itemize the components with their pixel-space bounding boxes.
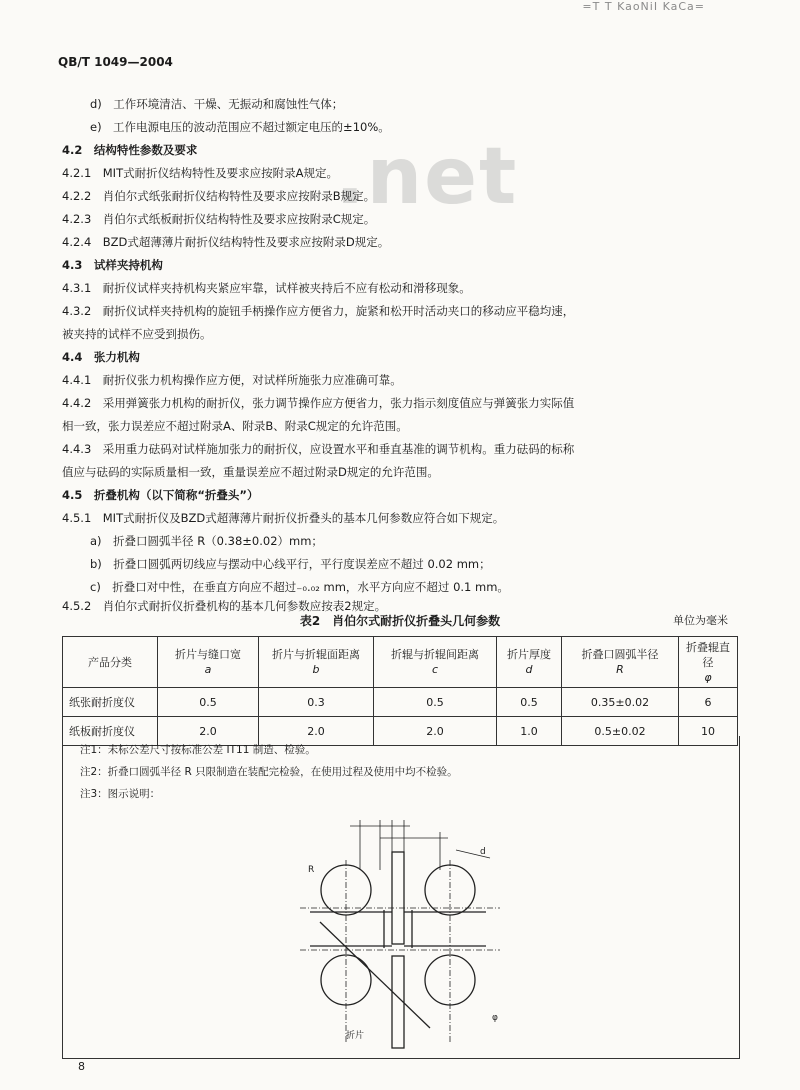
table-header-cell: 折片与缝口宽 a [158,637,259,688]
table-header-row [63,637,738,688]
clause-4-3-2-cont: 被夹持的试样不应受到损伤。 [62,327,212,341]
watermark: .net [335,132,519,222]
table-header-cell: 折片厚度 d [497,637,562,688]
section-4-5-heading: 4.5 折叠机构（以下简称“折叠头”） [62,488,259,502]
table-note-1: 注1：未标公差尺寸按标准公差 IT11 制造、检验。 [80,744,316,756]
list-item-e: e) 工作电源电压的波动范围应不超过额定电压的±10%。 [90,120,390,134]
folding-blade-upper [392,852,404,944]
table-cell: 2.0 [374,717,497,746]
table-title: 表2 肖伯尔式耐折仪折叠头几何参数 [299,614,501,628]
page-number: 8 [78,1060,85,1073]
clause-4-3-1: 4.3.1 耐折仪试样夹持机构夹紧应牢靠，试样被夹持后不应有松动和滑移现象。 [62,281,471,295]
table-header-cell: 折片与折辊面距离 b [259,637,374,688]
table-cell: 0.3 [259,688,374,717]
table-note-3: 注3：图示说明： [80,788,161,800]
clause-4-4-3: 4.4.3 采用重力砝码对试样施加张力的耐折仪，应设置水平和垂直基准的调节机构。重力砝码的标称 [62,442,575,456]
label-phi-bottom: φ [492,1013,498,1023]
table-cell: 0.5 [158,688,259,717]
table-cell: 0.35±0.02 [562,688,679,717]
list-item-c: c) 折叠口对中性，在垂直方向应不超过₋₀.₀₂ mm，水平方向应不超过 0.1 mm。 [90,580,509,594]
table-header-cell: 折叠辊直径 φ [679,637,738,688]
header-mark: =T T KaoNiI KaCa= [582,0,705,13]
section-4-4-heading: 4.4 张力机构 [62,350,140,364]
table-row [63,688,738,717]
table-cell: 10 [679,717,738,746]
clause-4-2-1: 4.2.1 MIT式耐折仪结构特性及要求应按附录A规定。 [62,166,338,180]
section-4-2-heading: 4.2 结构特性参数及要求 [62,143,198,157]
label-fold: 折片 [346,1031,365,1041]
clause-4-4-2-cont: 相一致，张力误差应不超过附录A、附录B、附录C规定的允许范围。 [62,419,408,433]
table-cell: 0.5 [374,688,497,717]
list-item-a: a) 折叠口圆弧半径 R（0.38±0.02）mm； [90,534,323,548]
table-cell: 0.5±0.02 [562,717,679,746]
table-cell: 2.0 [259,717,374,746]
clause-4-3-2: 4.3.2 耐折仪试样夹持机构的旋钮手柄操作应方便省力，旋紧和松开时活动夹口的移动应平稳均速， [62,304,575,318]
table-unit: 单位为毫米 [673,614,728,627]
table-cell: 纸板耐折度仪 [63,717,158,746]
folding-slot [384,910,412,948]
table-header-cell: 折叠口圆弧半径 R [562,637,679,688]
table-cell: 0.5 [497,688,562,717]
clause-4-2-3: 4.2.3 肖伯尔式纸板耐折仪结构特性及要求应按附录C规定。 [62,212,376,226]
specimen-strip [310,912,486,946]
list-item-b: b) 折叠口圆弧两切线应与摆动中心线平行，平行度误差应不超过 0.02 mm； [90,557,491,571]
document-number: QB/T 1049—2004 [58,55,173,69]
table-note-2: 注2：折叠口圆弧半径 R 只限制造在装配完检验，在使用过程及使用中均不检验。 [80,766,458,778]
clause-4-2-2: 4.2.2 肖伯尔式纸张耐折仪结构特性及要求应按附录B规定。 [62,189,376,203]
clause-4-4-1: 4.4.1 耐折仪张力机构操作应方便，对试样所施张力应准确可靠。 [62,373,402,387]
folding-head-diagram [280,810,520,1050]
table-header-cell: 折辊与折辊间距离 c [374,637,497,688]
clause-4-5-1: 4.5.1 MIT式耐折仪及BZD式超薄薄片耐折仪折叠头的基本几何参数应符合如下规定。 [62,511,505,525]
table-header-cell: 产品分类 [63,637,158,688]
clause-4-2-4: 4.2.4 BZD式超薄薄片耐折仪结构特性及要求应按附录D规定。 [62,235,390,249]
parameter-table [62,636,738,746]
table-cell: 纸张耐折度仪 [63,688,158,717]
clause-4-4-2: 4.4.2 采用弹簧张力机构的耐折仪，张力调节操作应方便省力，张力指示刻度值应与弹簧张力实际值 [62,396,575,410]
table-cell: 6 [679,688,738,717]
section-4-3-heading: 4.3 试样夹持机构 [62,258,163,272]
label-R: R [308,865,315,875]
table-cell: 1.0 [497,717,562,746]
diagonal-line [320,922,430,1028]
label-d: d [480,847,486,857]
clause-4-4-3-cont: 值应与砝码的实际质量相一致，重量误差应不超过附录D规定的允许范围。 [62,465,439,479]
clause-4-5-2: 4.5.2 肖伯尔式耐折仪折叠机构的基本几何参数应按表2规定。 [62,599,387,613]
table-cell: 2.0 [158,717,259,746]
list-item-d: d) 工作环境清洁、干燥、无振动和腐蚀性气体； [90,97,344,111]
